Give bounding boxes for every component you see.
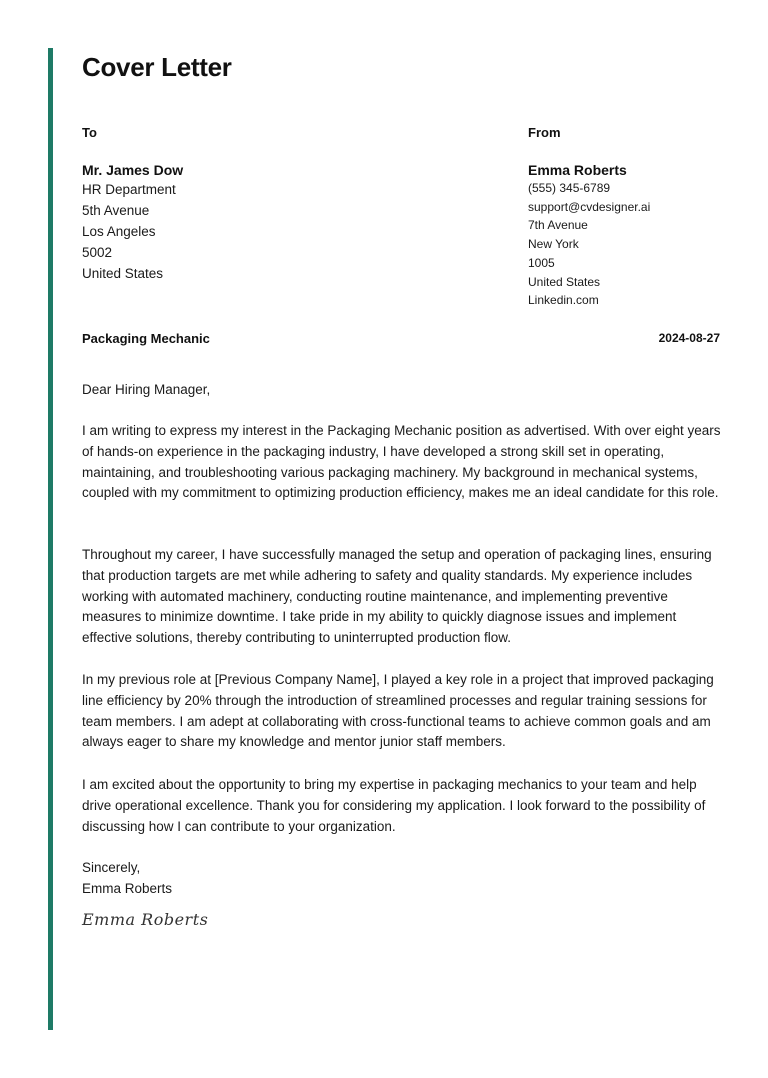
from-label: From xyxy=(528,125,561,140)
salutation: Dear Hiring Manager, xyxy=(82,382,211,397)
body-paragraph: In my previous role at [Previous Company Name], I played a key role in a project that improved packaging line efficiency by 20% through the introduction of streamlined processes and regular training sessions for team members. I am adept at collaborating with cross-functional teams to achieve common goals and am always eager to share my knowledge and mentor junior staff members. xyxy=(82,672,714,750)
recipient-line: 5002 xyxy=(82,245,113,260)
sender-linkedin: Linkedin.com xyxy=(528,293,599,308)
sender-line: United States xyxy=(528,274,601,289)
accent-bar xyxy=(48,48,53,1030)
recipient-name: Mr. James Dow xyxy=(82,162,184,178)
sender-email: support@cvdesigner.ai xyxy=(528,199,651,214)
signature: Emma Roberts xyxy=(82,910,209,929)
sender-name: Emma Roberts xyxy=(528,162,627,178)
sender-block xyxy=(528,125,728,310)
recipient-address xyxy=(82,179,382,284)
body-paragraph: I am writing to express my interest in the Packaging Mechanic position as advertised. With over eight years of hands-on experience in the packaging industry, I have developed a strong skill set in operating, maintaining, and troubleshooting various packaging machinery. My background in mechanical systems, coupled with my commitment to optimizing production efficiency, makes me an ideal candidate for this role. xyxy=(82,423,721,501)
body-paragraph: Throughout my career, I have successfully managed the setup and operation of packaging lines, ensuring that production targets are met while adhering to safety and quality standards. My experience includes working with automated machinery, conducting routine maintenance, and implementing preventive measures to minimize downtime. I take pride in my ability to quickly diagnose issues and implement effective solutions, thereby contributing to uninterrupted production flow. xyxy=(82,547,712,646)
to-label: To xyxy=(82,125,97,140)
subject-line: Packaging Mechanic xyxy=(82,331,210,346)
sender-phone: (555) 345-6789 xyxy=(528,181,611,195)
sender-contact xyxy=(528,179,728,310)
body-paragraph: I am excited about the opportunity to bring my expertise in packaging mechanics to your team and help drive operational excellence. Thank you for considering my application. I look forward to the possibility of discussing how I can contribute to your organization. xyxy=(82,777,706,834)
sender-line: 1005 xyxy=(528,255,555,270)
recipient-block xyxy=(82,125,382,284)
closing-name: Emma Roberts xyxy=(82,880,173,896)
subject-row xyxy=(82,331,720,349)
recipient-line: United States xyxy=(82,266,164,281)
recipient-line: 5th Avenue xyxy=(82,203,150,218)
closing-phrase: Sincerely, xyxy=(82,860,141,875)
recipient-line: Los Angeles xyxy=(82,224,156,239)
sender-line: 7th Avenue xyxy=(528,218,588,233)
page-title: Cover Letter xyxy=(82,52,232,82)
letter-date: 2024-08-27 xyxy=(658,331,720,345)
sender-line: New York xyxy=(528,237,579,252)
closing-block xyxy=(82,858,172,899)
recipient-line: HR Department xyxy=(82,182,176,197)
